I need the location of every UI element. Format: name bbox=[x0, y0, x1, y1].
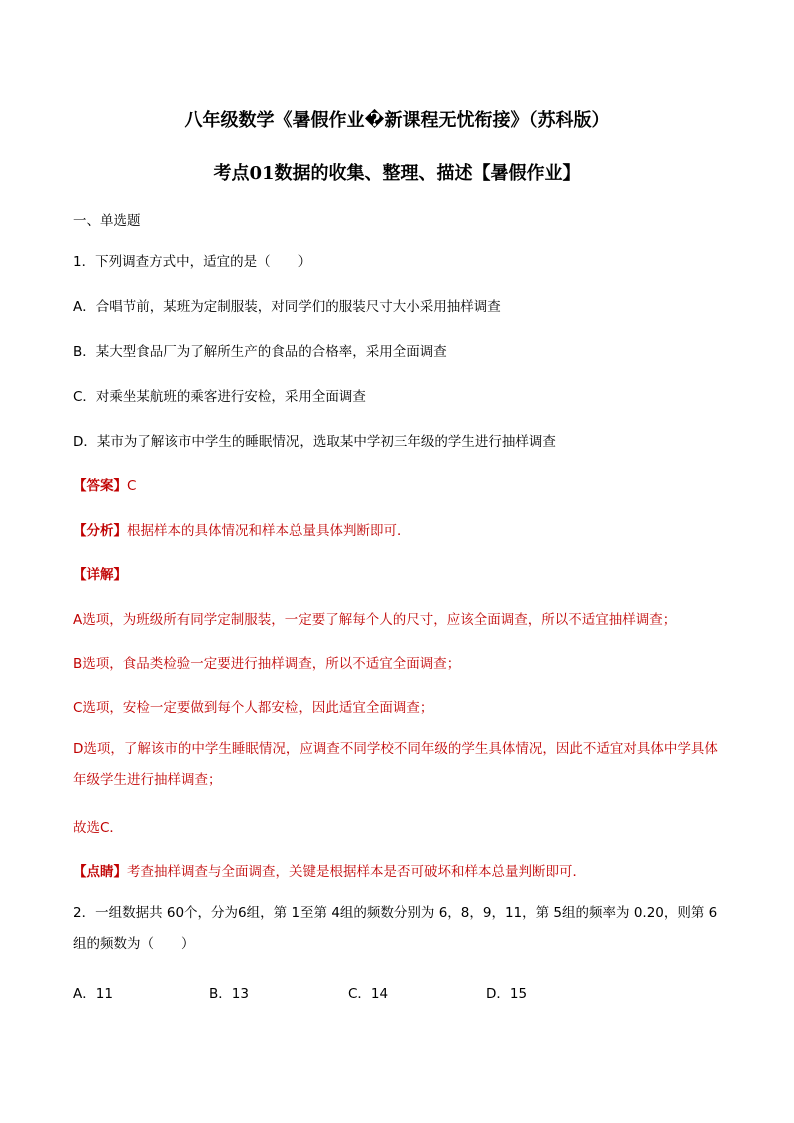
detail-item-a: A选项，为班级所有同学定制服装，一定要了解每个人的尺寸，应该全面调查，所以不适宜抽样调查； bbox=[73, 612, 677, 628]
question-1-option-d: D．某市为了解该市中学生的睡眠情况，选取某中学初三年级的学生进行抽样调查 bbox=[73, 434, 556, 450]
question-1-option-c: C．对乘坐某航班的乘客进行安检，采用全面调查 bbox=[73, 389, 366, 405]
section-heading: 一、单选题 bbox=[73, 213, 141, 229]
answer-line bbox=[73, 474, 136, 494]
detail-item-d: D选项，了解该市的中学生睡眠情况，应调查不同学校不同年级的学生具体情况，因此不适宜对具体中学具体年级学生进行抽样调查； bbox=[73, 741, 718, 788]
comment-line bbox=[73, 860, 586, 880]
document-subtitle: 考点01数据的收集、整理、描述【暑假作业】 bbox=[213, 163, 581, 184]
question-2-option-a: A．11 bbox=[73, 986, 113, 1002]
detail-item-c: C选项，安检一定要做到每个人都安检，因此适宜全面调查； bbox=[73, 700, 434, 716]
question-2-option-b: B．13 bbox=[209, 986, 249, 1002]
question-1-option-b: B．某大型食品厂为了解所生产的食品的合格率，采用全面调查 bbox=[73, 344, 447, 360]
question-1-option-a: A．合唱节前，某班为定制服装，对同学们的服装尺寸大小采用抽样调查 bbox=[73, 299, 501, 315]
comment-text: 考查抽样调查与全面调查，关键是根据样本是否可破坏和样本总量判断即可． bbox=[127, 864, 586, 880]
detail-tag: 【详解】 bbox=[73, 567, 127, 583]
analysis-tag: 【分析】 bbox=[73, 523, 127, 539]
question-2-option-c: C．14 bbox=[348, 986, 389, 1002]
question-2-option-d: D．15 bbox=[486, 986, 528, 1002]
answer-tag: 【答案】 bbox=[73, 478, 127, 494]
analysis-text: 根据样本的具体情况和样本总量具体判断即可． bbox=[127, 523, 411, 539]
question-1-stem: 1．下列调查方式中，适宜的是（ ） bbox=[73, 254, 312, 270]
analysis-line bbox=[73, 519, 411, 539]
conclusion-line: 故选C． bbox=[73, 820, 123, 836]
detail-tag-line bbox=[73, 563, 127, 583]
comment-tag: 【点睛】 bbox=[73, 864, 127, 880]
document-title: 八年级数学《暑假作业�新课程无忧衔接》（苏科版） bbox=[184, 110, 610, 131]
detail-item-b: B选项，食品类检验一定要进行抽样调查，所以不适宜全面调查； bbox=[73, 656, 461, 672]
question-2-stem: 2．一组数据共 60个，分为6组，第 1至第 4组的频数分别为 6，8，9，11，第 5组的频率为 0.20，则第 6组的频数为（ ） bbox=[73, 905, 718, 952]
answer-value: C bbox=[127, 478, 137, 494]
